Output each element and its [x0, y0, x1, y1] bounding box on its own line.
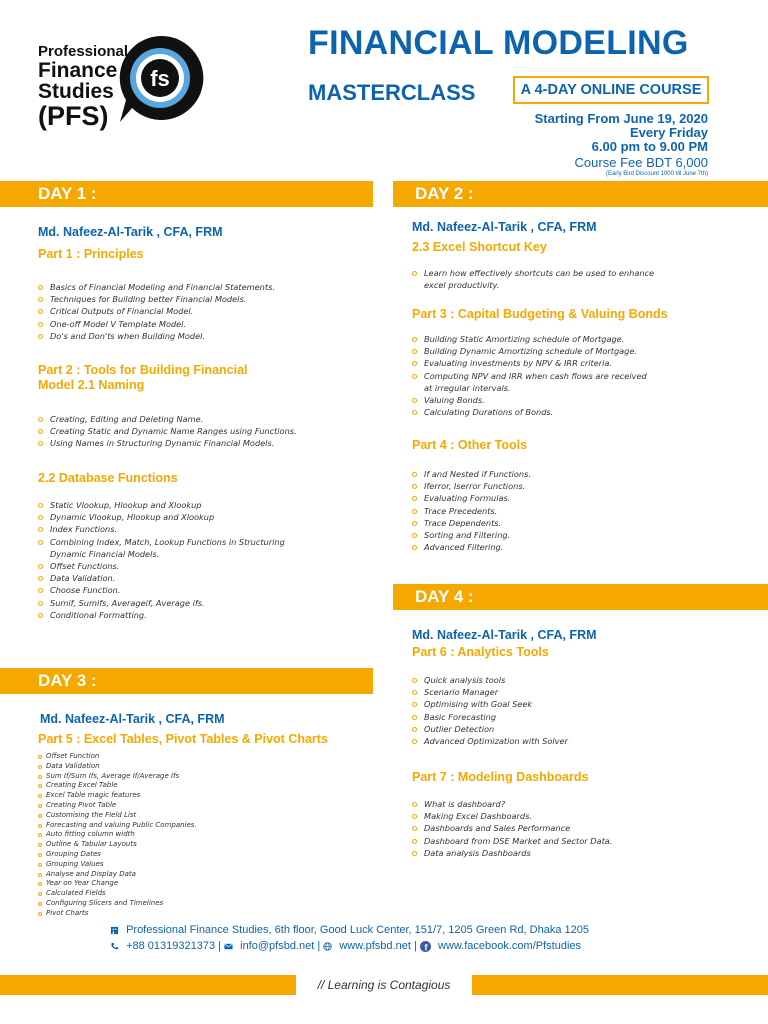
list-item: Choose Function.: [38, 584, 298, 596]
list-item: Basic Forecasting: [412, 711, 657, 723]
list-item: Creating Excel Table: [38, 781, 358, 791]
list-item: Creating Static and Dynamic Name Ranges using Functions.: [38, 425, 368, 437]
tagline-box: [296, 975, 472, 995]
list-item: Dynamic Vlookup, Hlookup and Xlookup: [38, 511, 298, 523]
list-item: Valuing Bonds.: [412, 394, 657, 406]
globe-icon: [323, 942, 332, 951]
list-item: Evaluating Formulas.: [412, 492, 657, 504]
day1-bar: [0, 181, 373, 207]
list-item: Static Vlookup, Hlookup and Xlookup: [38, 499, 298, 511]
list-item: Outline & Tabular Layouts: [38, 840, 358, 850]
list-item: Creating Pivot Table: [38, 801, 358, 811]
list-item: Advanced Filtering.: [412, 541, 657, 553]
day2-shortcut-list: [412, 267, 657, 291]
start-date: Starting From June 19, 2020: [534, 111, 708, 126]
address-text: Professional Finance Studies, 6th floor, Good Luck Center, 151/7, 1205 Green Rd, Dhaka 1205: [126, 924, 589, 936]
day2-part3-heading: Part 3 : Capital Budgeting & Valuing Bonds: [412, 307, 668, 321]
list-item: Year on Year Change: [38, 879, 358, 889]
heading-line: Model 2.1 Naming: [38, 378, 145, 392]
day4-part6-list: [412, 674, 657, 747]
list-item: Making Excel Dashboards.: [412, 810, 657, 822]
list-item: Quick analysis tools: [412, 674, 657, 686]
list-item: Sum If/Sum Ifs, Average If/Average Ifs: [38, 772, 358, 782]
day3-part5-list: [38, 752, 358, 919]
list-item: Grouping Dates: [38, 850, 358, 860]
list-item: Iferror, Iserror Functions.: [412, 480, 657, 492]
day2-bar: [393, 181, 768, 207]
day1-database-heading: 2.2 Database Functions: [38, 471, 178, 485]
list-item: Building Static Amortizing schedule of Mortgage.: [412, 333, 657, 345]
day2-instructor: Md. Nafeez-Al-Tarik , CFA, FRM: [412, 220, 597, 234]
separator: |: [317, 940, 321, 952]
list-item: Configuring Slicers and Timelines: [38, 899, 358, 909]
course-subtitle: MASTERCLASS: [308, 80, 476, 105]
phone-icon: [110, 942, 119, 951]
list-item: Auto fitting column width: [38, 830, 358, 840]
list-item: Trace Dependents.: [412, 517, 657, 529]
day2-shortcut-heading: 2.3 Excel Shortcut Key: [412, 240, 547, 254]
list-item: Scenario Manager: [412, 686, 657, 698]
day4-part7-list: [412, 798, 657, 859]
list-item: What is dashboard?: [412, 798, 657, 810]
list-item: Sumif, Sumifs, Averageif, Average ifs.: [38, 597, 298, 609]
heading-line: Part 2 : Tools for Building Financial: [38, 363, 248, 377]
list-item: Offset Function: [38, 752, 358, 762]
list-item: Combining Index, Match, Lookup Functions in Structuring Dynamic Financial Models.: [38, 536, 298, 560]
list-item: Critical Outputs of Financial Model.: [38, 305, 368, 317]
list-item: Excel Table magic features: [38, 791, 358, 801]
phone-text: +88 01319321373: [126, 940, 216, 952]
day4-label: DAY 4 :: [405, 584, 484, 610]
day4-part7-heading: Part 7 : Modeling Dashboards: [412, 770, 589, 784]
list-item: Creating, Editing and Deleting Name.: [38, 413, 368, 425]
website-link[interactable]: www.pfsbd.net: [339, 940, 411, 952]
day1-part2-heading: [38, 363, 248, 393]
list-item: Computing NPV and IRR when cash flows are received at irregular intervals.: [412, 370, 657, 394]
list-item: If and Nested if Functions.: [412, 468, 657, 480]
list-item: Sorting and Filtering.: [412, 529, 657, 541]
logo-line: Studies: [38, 80, 114, 103]
day1-label: DAY 1 :: [28, 181, 107, 207]
pfs-logo-icon: [112, 32, 208, 126]
list-item: Grouping Values: [38, 860, 358, 870]
course-format-badge: A 4-DAY ONLINE COURSE: [513, 76, 709, 104]
list-item: Offset Functions.: [38, 560, 298, 572]
facebook-icon: [420, 941, 431, 952]
footer-contacts: [110, 940, 581, 952]
envelope-icon: [224, 942, 233, 951]
day2-part4-heading: Part 4 : Other Tools: [412, 438, 528, 452]
svg-text:fs: fs: [150, 66, 170, 91]
building-icon: [110, 926, 119, 935]
separator: |: [413, 940, 417, 952]
list-item: Calculating Durations of Bonds.: [412, 406, 657, 418]
day2-label: DAY 2 :: [405, 181, 484, 207]
list-item: Optimising with Goal Seek: [412, 698, 657, 710]
list-item: Dashboard from DSE Market and Sector Data.: [412, 835, 657, 847]
list-item: Pivot Charts: [38, 909, 358, 919]
tagline: // Learning is Contagious: [317, 978, 451, 992]
list-item: Basics of Financial Modeling and Financial Statements.: [38, 281, 368, 293]
list-item: Do's and Don'ts when Building Model.: [38, 330, 368, 342]
svg-text:f: f: [424, 942, 428, 952]
list-item: Advanced Optimization with Solver: [412, 735, 657, 747]
logo-line: (PFS): [38, 101, 109, 131]
list-item: Building Dynamic Amortizing schedule of Mortgage.: [412, 345, 657, 357]
day3-label: DAY 3 :: [28, 668, 107, 694]
list-item: Data Validation.: [38, 572, 298, 584]
day1-part1-list: [38, 281, 368, 342]
day3-part5-heading: Part 5 : Excel Tables, Pivot Tables & Pivot Charts: [38, 732, 328, 746]
list-item: Conditional Formatting.: [38, 609, 298, 621]
day4-part6-heading: Part 6 : Analytics Tools: [412, 645, 549, 659]
list-item: Calculated Fields: [38, 889, 358, 899]
list-item: Data analysis Dashboards: [412, 847, 657, 859]
discount-note: (Early Bird Discount 1000 till June 7th): [605, 171, 708, 177]
facebook-link[interactable]: www.facebook.com/Pfstudies: [437, 940, 582, 952]
day3-bar: [0, 668, 373, 694]
list-item: Index Functions.: [38, 523, 298, 535]
schedule-time: 6.00 pm to 9.00 PM: [591, 139, 708, 154]
course-fee: Course Fee BDT 6,000: [574, 155, 708, 170]
day2-part3-list: [412, 333, 657, 418]
day2-part4-list: [412, 468, 657, 553]
list-item: Forecasting and valuing Public Companies.: [38, 821, 358, 831]
list-item: Dashboards and Sales Performance: [412, 822, 657, 834]
schedule-day: Every Friday: [629, 125, 708, 140]
day3-instructor: Md. Nafeez-Al-Tarik , CFA, FRM: [40, 712, 225, 726]
list-item: Techniques for Building better Financial Models.: [38, 293, 368, 305]
day4-bar: [393, 584, 768, 610]
list-item: Outlier Detection: [412, 723, 657, 735]
list-item: Using Names in Structuring Dynamic Financial Models.: [38, 437, 368, 449]
day4-instructor: Md. Nafeez-Al-Tarik , CFA, FRM: [412, 628, 597, 642]
logo-line: Professional: [38, 43, 129, 60]
day1-part1-heading: Part 1 : Principles: [38, 247, 144, 261]
list-item: Analyse and Display Data: [38, 870, 358, 880]
course-title: FINANCIAL MODELING: [308, 24, 689, 62]
list-item: One-off Model V Template Model.: [38, 318, 368, 330]
logo-line: Finance: [38, 59, 118, 82]
list-item: Data Validation: [38, 762, 358, 772]
day1-database-list: [38, 499, 298, 621]
list-item: Customising the Field List: [38, 811, 358, 821]
email-link[interactable]: info@pfsbd.net: [240, 940, 315, 952]
list-item: Learn how effectively shortcuts can be used to enhance excel productivity.: [412, 267, 657, 291]
footer-address: [110, 924, 589, 936]
day1-part2-list: [38, 413, 368, 450]
list-item: Trace Precedents.: [412, 505, 657, 517]
separator: |: [218, 940, 221, 952]
list-item: Evaluating investments by NPV & IRR criteria.: [412, 357, 657, 369]
day1-instructor: Md. Nafeez-Al-Tarik , CFA, FRM: [38, 225, 223, 239]
